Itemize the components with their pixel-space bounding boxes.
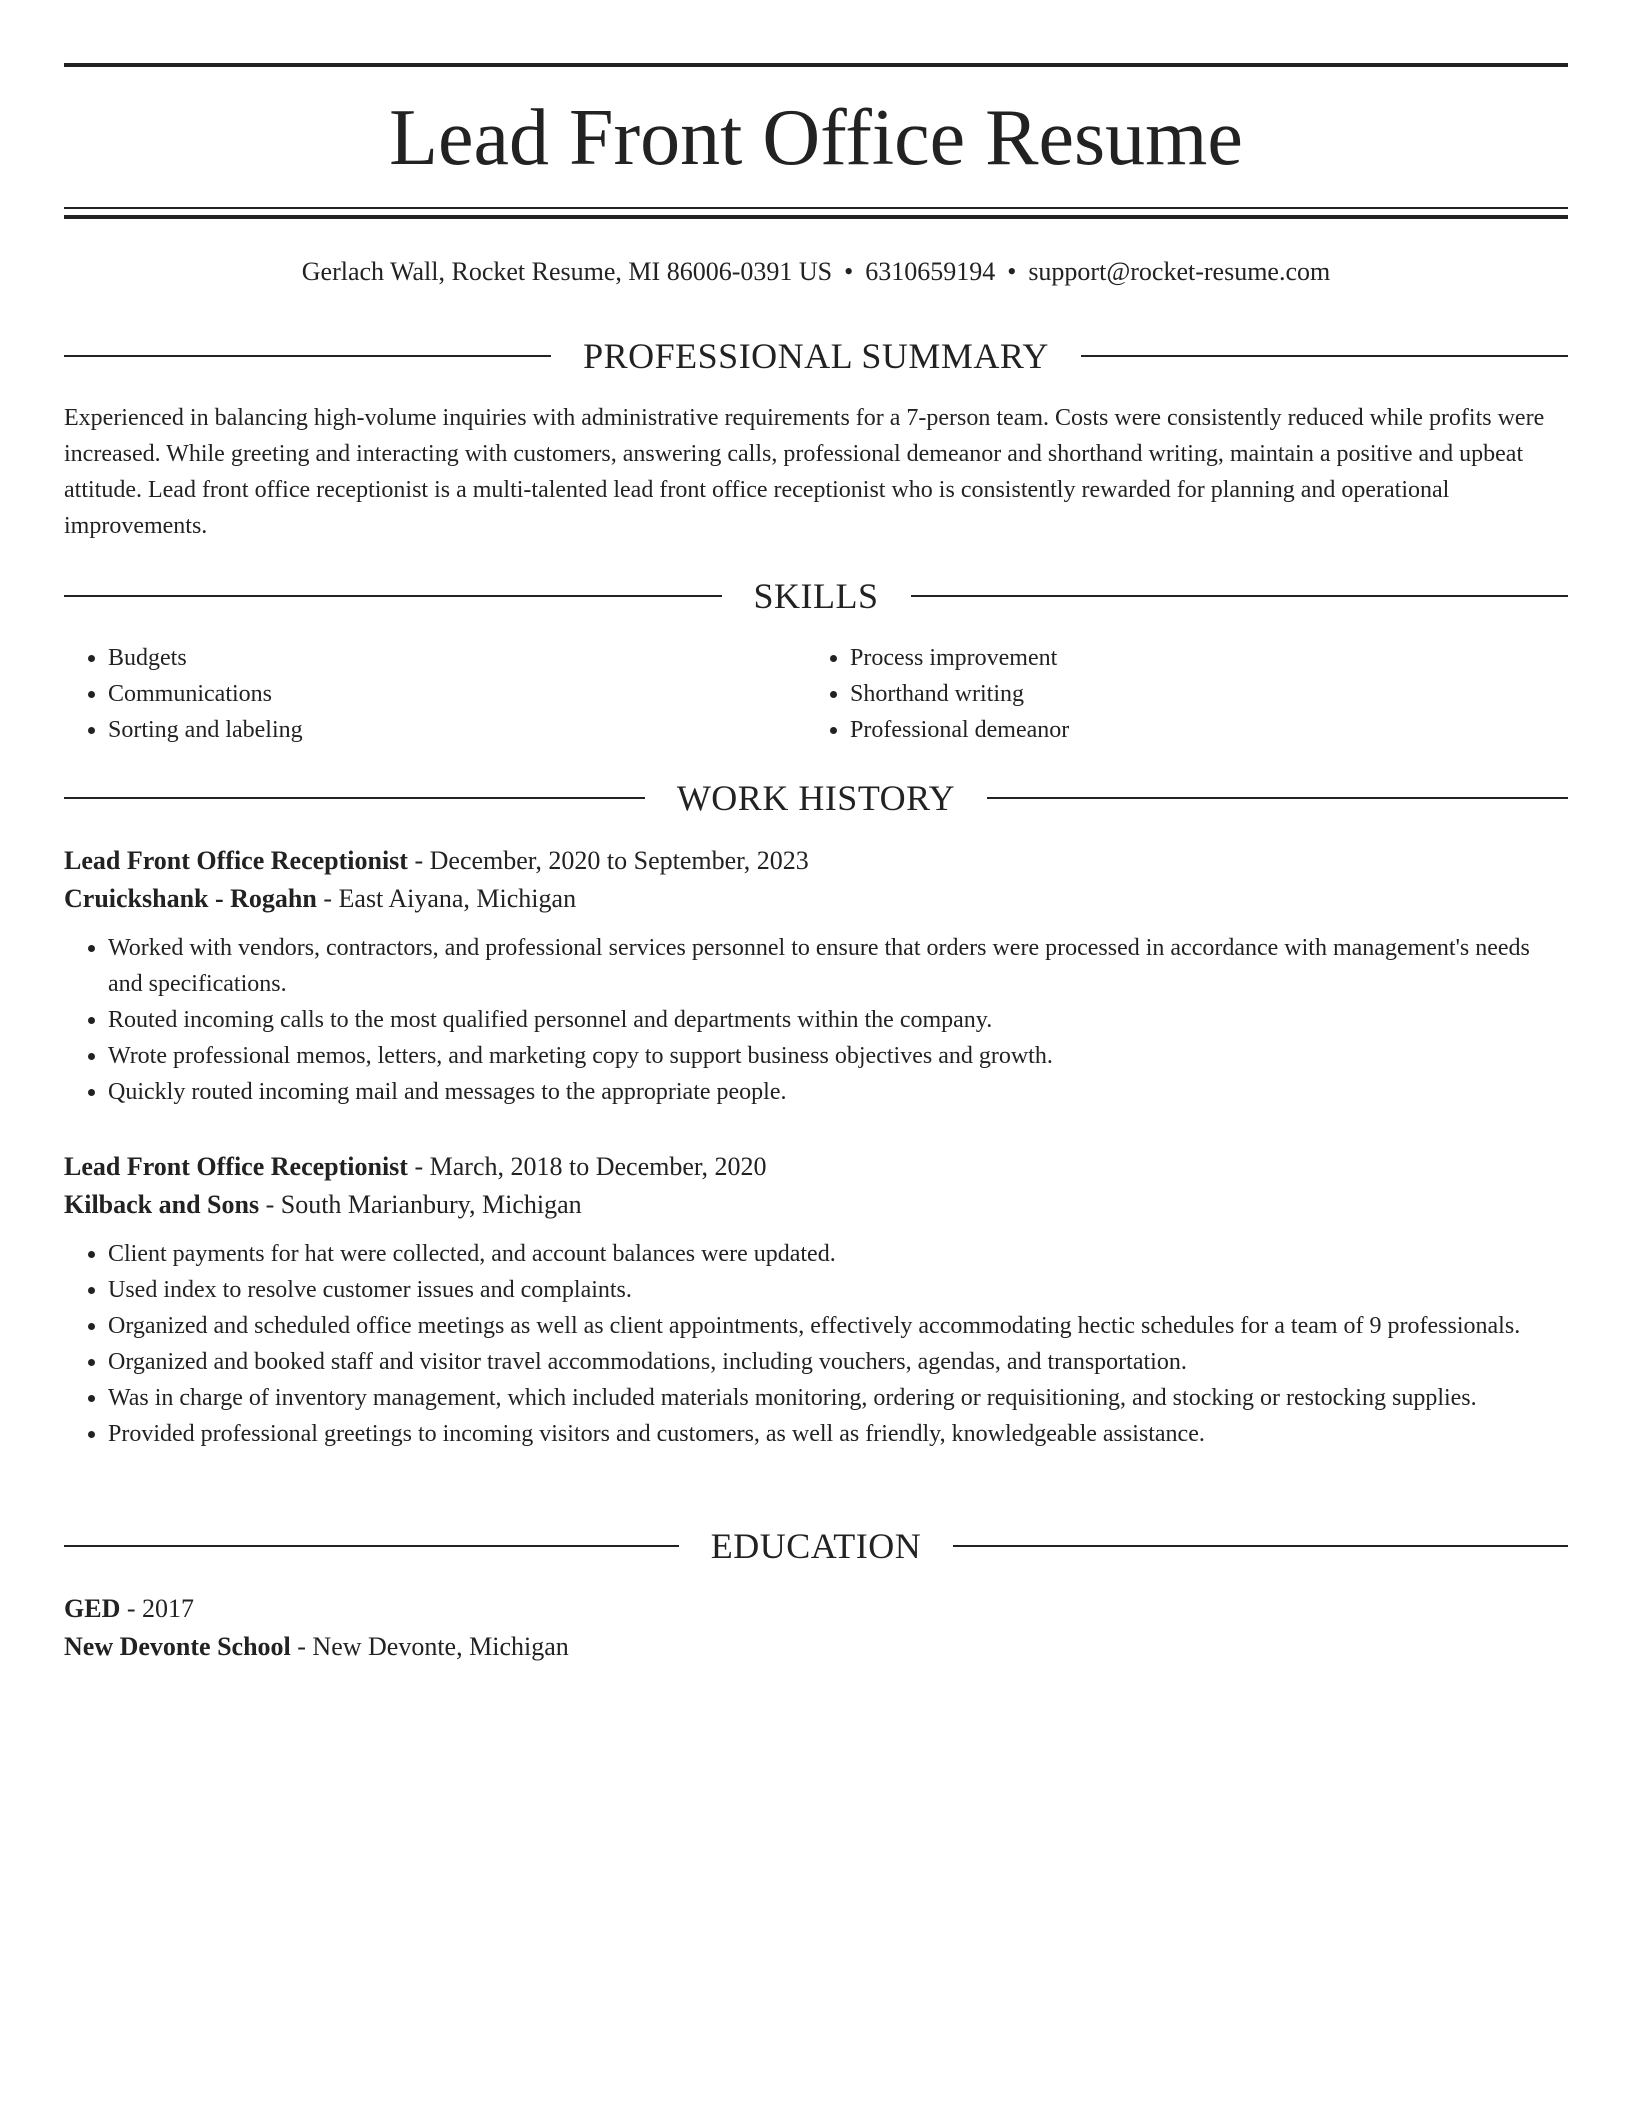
job-company: Kilback and Sons (64, 1190, 260, 1219)
heading-rule-left (64, 797, 645, 799)
job-location: - East Aiyana, Michigan (323, 884, 577, 913)
skills-heading (64, 574, 1568, 618)
skill-item: • Shorthand writing (850, 676, 1548, 712)
job-bullet: • Organized and booked staff and visitor travel accommodations, including vouchers, agendas, and transportation. (108, 1344, 1568, 1380)
job-location: - South Marianbury, Michigan (265, 1190, 582, 1219)
education-year: - 2017 (126, 1594, 195, 1623)
education-heading (64, 1524, 1568, 1568)
job-dates: - December, 2020 to September, 2023 (414, 846, 809, 875)
contact-line (64, 252, 1568, 292)
job-company-line (64, 880, 1568, 918)
job-bullet: • Routed incoming calls to the most qualified personnel and departments within the company. (108, 1002, 1568, 1038)
heading-rule-left (64, 355, 551, 357)
education-school: New Devonte School (64, 1632, 291, 1661)
job-bullets (64, 1236, 1568, 1452)
heading-rule-right (911, 595, 1569, 597)
skills-list (64, 640, 1568, 748)
job-title-line (64, 842, 1568, 880)
contact-separator: • (844, 257, 854, 286)
job-bullet: • Wrote professional memos, letters, and marketing copy to support business objectives and growth. (108, 1038, 1568, 1074)
contact-address: Gerlach Wall, Rocket Resume, MI 86006-0391 US (301, 257, 833, 286)
job-title: Lead Front Office Receptionist (64, 1152, 408, 1181)
job-bullet: • Worked with vendors, contractors, and professional services personnel to ensure that orders were processed in accordance with management's needs and specifications. (108, 930, 1568, 1002)
contact-phone: 6310659194 (865, 257, 996, 286)
job-dates: - March, 2018 to December, 2020 (414, 1152, 767, 1181)
contact-separator: • (1007, 257, 1017, 286)
skill-item: • Professional demeanor (850, 712, 1548, 748)
skills-column-left (64, 640, 806, 748)
job-entry (64, 1148, 1568, 1452)
section-title: SKILLS (753, 576, 879, 616)
heading-rule-right (987, 797, 1568, 799)
job-title-line (64, 1148, 1568, 1186)
job-bullet: • Used index to resolve customer issues and complaints. (108, 1272, 1568, 1308)
job-title: Lead Front Office Receptionist (64, 846, 408, 875)
job-company: Cruickshank - Rogahn (64, 884, 317, 913)
heading-rule-right (953, 1545, 1568, 1547)
education-entry (64, 1590, 1568, 1666)
top-rule (64, 63, 1568, 67)
education-school-line (64, 1628, 1568, 1666)
skill-item: • Communications (108, 676, 806, 712)
job-bullet: • Organized and scheduled office meetings as well as client appointments, effectively accommodating hectic schedules for a team of 9 professionals. (108, 1308, 1568, 1344)
skill-item: • Budgets (108, 640, 806, 676)
rule-thin (64, 207, 1568, 209)
contact-email: support@rocket-resume.com (1028, 257, 1331, 286)
job-company-line (64, 1186, 1568, 1224)
work-heading (64, 776, 1568, 820)
resume-title: Lead Front Office Resume (389, 94, 1243, 182)
section-title: WORK HISTORY (676, 778, 956, 818)
summary-heading (64, 334, 1568, 378)
section-title: PROFESSIONAL SUMMARY (583, 336, 1049, 376)
heading-rule-left (64, 1545, 679, 1547)
summary-text: Experienced in balancing high-volume inquiries with administrative requirements for a 7-person team. Costs were consistently reduced while profits were increased. While greeting and interacting with customers, answering calls, professional demeanor and shorthand writing, maintain a positive and upbeat attitude. Lead front office receptionist is a multi-talented lead front office receptionist who is consistently rewarded for planning and operational improvements. (64, 405, 1545, 539)
job-entry (64, 842, 1568, 1110)
education-degree-line (64, 1590, 1568, 1628)
heading-rule-right (1081, 355, 1568, 357)
skills-column-right (806, 640, 1548, 748)
job-bullet: • Client payments for hat were collected, and account balances were updated. (108, 1236, 1568, 1272)
skill-item: • Process improvement (850, 640, 1548, 676)
education-degree: GED (64, 1594, 121, 1623)
job-bullet: • Was in charge of inventory management, which included materials monitoring, ordering or requisitioning, and stocking or restocking supplies. (108, 1380, 1568, 1416)
rule-thick (64, 215, 1568, 219)
job-bullets (64, 930, 1568, 1110)
education-location: - New Devonte, Michigan (297, 1632, 569, 1661)
job-bullet: • Quickly routed incoming mail and messages to the appropriate people. (108, 1074, 1568, 1110)
heading-rule-left (64, 595, 722, 597)
section-title: EDUCATION (710, 1526, 922, 1566)
skill-item: • Sorting and labeling (108, 712, 806, 748)
job-bullet: • Provided professional greetings to incoming visitors and customers, as well as friendly, knowledgeable assistance. (108, 1416, 1568, 1452)
title-double-rule (64, 207, 1568, 220)
